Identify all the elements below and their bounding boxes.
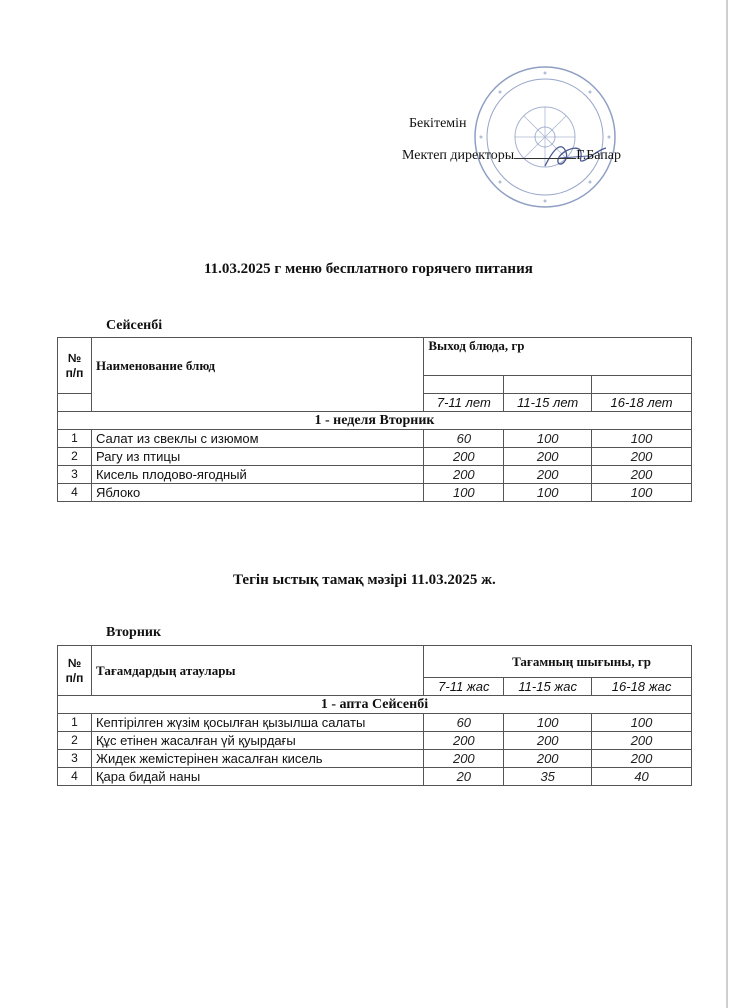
age-group-3: 16-18 жас	[592, 678, 692, 696]
menu-table-kazakh	[57, 645, 692, 786]
table-row	[58, 714, 692, 732]
age-group-1: 7-11 лет	[424, 394, 504, 412]
day-label-kazakh: Вторник	[106, 625, 162, 640]
row-number: 1	[58, 714, 92, 732]
table-row	[58, 430, 692, 448]
portion-16-18: 100	[592, 430, 692, 448]
age-group-2: 11-15 лет	[504, 394, 592, 412]
portion-11-15: 100	[504, 484, 592, 502]
portion-16-18: 100	[592, 714, 692, 732]
header-dish: Наименование блюд	[91, 338, 423, 394]
scan-edge	[726, 0, 728, 1008]
portion-7-11: 200	[424, 750, 504, 768]
age-group-2: 11-15 жас	[504, 678, 592, 696]
table-row	[58, 466, 692, 484]
table-row	[58, 750, 692, 768]
director-name: Г.Бапар	[576, 148, 622, 163]
dish-name: Жидек жемістерінен жасалған кисель	[91, 750, 423, 768]
dish-name: Кисель плодово-ягодный	[91, 466, 423, 484]
dish-name: Яблоко	[91, 484, 423, 502]
row-number: 2	[58, 448, 92, 466]
table-row	[58, 768, 692, 786]
portion-7-11: 60	[424, 430, 504, 448]
menu-table-russian	[57, 337, 692, 502]
dish-name: Рагу из птицы	[91, 448, 423, 466]
portion-16-18: 200	[592, 448, 692, 466]
header-dish: Тағамдардың атаулары	[91, 646, 423, 696]
dish-name: Салат из свеклы с изюмом	[91, 430, 423, 448]
week-label-kazakh: 1 - апта Сейсенбі	[58, 696, 692, 714]
portion-11-15: 100	[504, 714, 592, 732]
director-signature-line	[402, 148, 621, 164]
row-number: 3	[58, 750, 92, 768]
dish-name: Кептірілген жүзім қосылған қызылша салаты	[91, 714, 423, 732]
row-number: 3	[58, 466, 92, 484]
portion-7-11: 100	[424, 484, 504, 502]
portion-7-11: 60	[424, 714, 504, 732]
portion-11-15: 35	[504, 768, 592, 786]
header-number: № п/п	[58, 646, 92, 696]
dish-name: Қара бидай наны	[91, 768, 423, 786]
header-yield: Выход блюда, гр	[424, 338, 692, 376]
portion-11-15: 100	[504, 430, 592, 448]
director-label: Мектеп директоры	[402, 148, 515, 163]
portion-16-18: 40	[592, 768, 692, 786]
row-number: 2	[58, 732, 92, 750]
age-group-1: 7-11 жас	[424, 678, 504, 696]
dish-name: Құс етінен жасалған үй қуырдағы	[91, 732, 423, 750]
portion-7-11: 20	[424, 768, 504, 786]
official-seal-image	[470, 62, 620, 212]
table-row	[58, 484, 692, 502]
row-number: 4	[58, 768, 92, 786]
day-label-russian: Сейсенбі	[106, 318, 163, 333]
portion-16-18: 200	[592, 750, 692, 768]
table-row	[58, 732, 692, 750]
header-number: № п/п	[58, 338, 92, 394]
portion-11-15: 200	[504, 732, 592, 750]
row-number: 1	[58, 430, 92, 448]
portion-16-18: 100	[592, 484, 692, 502]
portion-11-15: 200	[504, 466, 592, 484]
age-group-3: 16-18 лет	[592, 394, 692, 412]
menu-title-kazakh: Тегін ыстық тамақ мәзірі 11.03.2025 ж.	[233, 572, 496, 588]
table-row	[58, 448, 692, 466]
portion-16-18: 200	[592, 732, 692, 750]
portion-16-18: 200	[592, 466, 692, 484]
portion-7-11: 200	[424, 448, 504, 466]
signature-line	[514, 158, 576, 159]
menu-title-russian: 11.03.2025 г меню бесплатного горячего питания	[204, 261, 533, 277]
week-label-russian: 1 - неделя Вторник	[58, 412, 692, 430]
portion-11-15: 200	[504, 448, 592, 466]
portion-7-11: 200	[424, 466, 504, 484]
approval-label: Бекітемін	[409, 116, 467, 131]
portion-7-11: 200	[424, 732, 504, 750]
header-yield: Тағамның шығыны, гр	[424, 646, 692, 678]
row-number: 4	[58, 484, 92, 502]
portion-11-15: 200	[504, 750, 592, 768]
